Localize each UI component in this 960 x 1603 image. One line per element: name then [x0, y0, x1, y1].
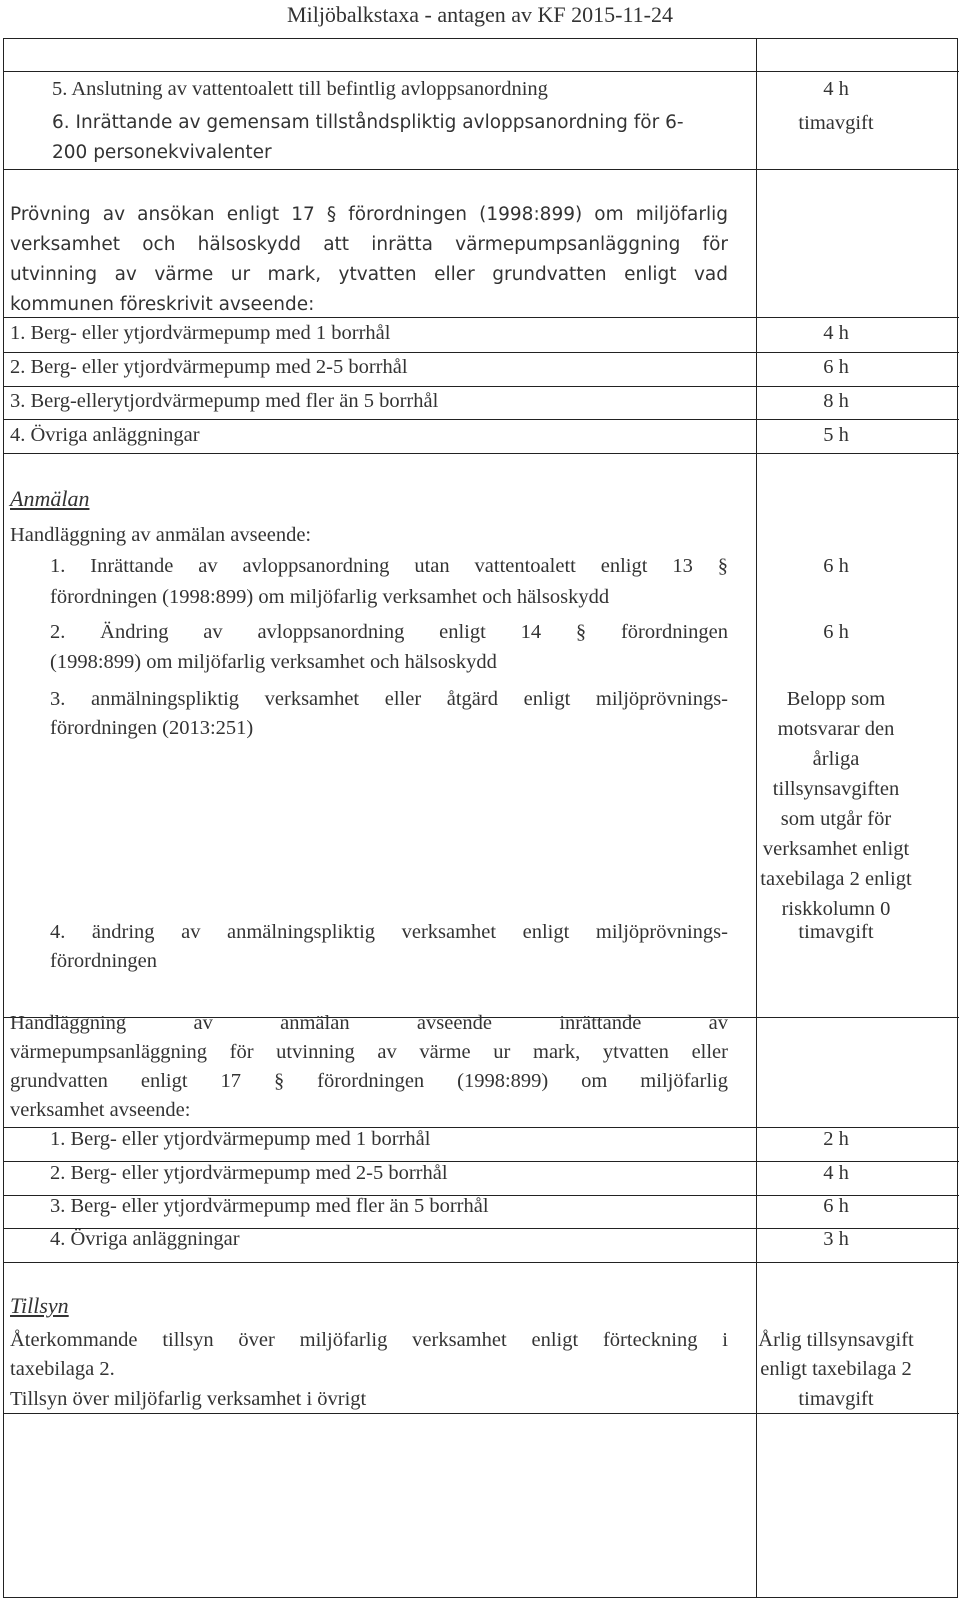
- provning-item-4-label: 4. Övriga anläggningar: [10, 424, 200, 446]
- provning-item-2-label: 2. Berg- eller ytjordvärmepump med 2-5 borrhål: [10, 356, 408, 378]
- row-6-fee: timavgift: [798, 112, 874, 134]
- fee-line: Belopp som: [786, 688, 886, 710]
- anmalan-heading: Anmälan: [10, 486, 90, 511]
- row-5-fee: 4 h: [823, 78, 849, 100]
- row-6-line1: 6. Inrättande av gemensam tillståndspliktig avloppsanordning för 6-: [52, 112, 684, 133]
- anmalan-vp-item-1-fee: 2 h: [823, 1128, 849, 1150]
- anmalan-vp-item-4-fee: 3 h: [823, 1228, 849, 1250]
- provning-intro-line1: Prövning av ansökan enligt 17 § förordningen (1998:899) om miljöfarlig: [10, 204, 728, 225]
- provning-intro-line4: kommunen föreskrivit avseende:: [10, 294, 315, 315]
- tillsyn-row-1-fee-line2: enligt taxebilaga 2: [760, 1358, 912, 1380]
- row-divider: [4, 71, 959, 72]
- anmalan-vp-intro-line4: verksamhet avseende:: [10, 1099, 191, 1121]
- anmalan-vp-item-3-fee: 6 h: [823, 1195, 849, 1217]
- anmalan-item-1-line2: förordningen (1998:899) om miljöfarlig verksamhet och hälsoskydd: [50, 586, 610, 608]
- anmalan-vp-item-4-label: 4. Övriga anläggningar: [50, 1228, 240, 1250]
- tillsyn-row-2-fee: timavgift: [798, 1388, 874, 1410]
- anmalan-vp-intro-line2: värmepumpsanläggning för utvinning av värme ur mark, ytvatten eller: [10, 1041, 728, 1063]
- anmalan-vp-intro-line1: Handläggning av anmälan avseende inrättande av: [10, 1012, 728, 1034]
- fee-line: riskkolumn 0: [781, 898, 891, 920]
- provning-intro-line3: utvinning av värme ur mark, ytvatten eller grundvatten enligt vad: [10, 264, 728, 285]
- anmalan-subheading: Handläggning av anmälan avseende:: [10, 524, 312, 546]
- anmalan-vp-item-2-fee: 4 h: [823, 1162, 849, 1184]
- row-6-line2: 200 personekvivalenter: [52, 142, 272, 163]
- anmalan-item-4-line1: 4. ändring av anmälningspliktig verksamhet enligt miljöprövnings-: [50, 921, 728, 943]
- anmalan-item-3-fee: [756, 684, 916, 924]
- page-header: Miljöbalkstaxa - antagen av KF 2015-11-24: [287, 2, 673, 27]
- anmalan-vp-item-2-label: 2. Berg- eller ytjordvärmepump med 2-5 borrhål: [50, 1162, 448, 1184]
- anmalan-item-2-line1: 2. Ändring av avloppsanordning enligt 14 § förordningen: [50, 621, 728, 643]
- row-divider: [4, 169, 959, 170]
- row-5-text: 5. Anslutning av vattentoalett till befintlig avloppsanordning: [52, 78, 548, 100]
- tillsyn-heading: Tillsyn: [10, 1293, 69, 1318]
- tillsyn-row-1-line1: Återkommande tillsyn över miljöfarlig verksamhet enligt förteckning i: [10, 1329, 728, 1351]
- fee-line: som utgår för: [780, 808, 892, 830]
- provning-item-3-label: 3. Berg-ellerytjordvärmepump med fler än 5 borrhål: [10, 390, 439, 412]
- fee-line: tillsynsavgiften: [772, 778, 900, 800]
- anmalan-item-4-line2: förordningen: [50, 950, 158, 972]
- provning-item-2-fee: 6 h: [823, 356, 849, 378]
- provning-item-1-label: 1. Berg- eller ytjordvärmepump med 1 borrhål: [10, 322, 391, 344]
- anmalan-vp-item-3-label: 3. Berg- eller ytjordvärmepump med fler än 5 borrhål: [50, 1195, 489, 1217]
- anmalan-item-2-line2: (1998:899) om miljöfarlig verksamhet och hälsoskydd: [50, 651, 497, 673]
- anmalan-item-4-fee: timavgift: [798, 921, 874, 943]
- provning-item-3-fee: 8 h: [823, 390, 849, 412]
- provning-intro-line2: verksamhet och hälsoskydd att inrätta värmepumpsanläggning för: [10, 234, 728, 255]
- anmalan-item-1-line1: 1. Inrättande av avloppsanordning utan vattentoalett enligt 13 §: [50, 555, 728, 577]
- tillsyn-row-1-line2: taxebilaga 2.: [10, 1358, 115, 1380]
- anmalan-vp-intro-line3: grundvatten enligt 17 § förordningen (1998:899) om miljöfarlig: [10, 1070, 728, 1092]
- tillsyn-row-2-text: Tillsyn över miljöfarlig verksamhet i övrigt: [10, 1388, 367, 1410]
- fee-line: verksamhet enligt: [762, 838, 910, 860]
- fee-line: taxebilaga 2 enligt: [760, 868, 912, 890]
- provning-item-1-fee: 4 h: [823, 322, 849, 344]
- tillsyn-row-1-fee-line1: Årlig tillsynsavgift: [758, 1329, 914, 1351]
- anmalan-item-3-line2: förordningen (2013:251): [50, 717, 254, 739]
- anmalan-item-1-fee: 6 h: [823, 555, 849, 577]
- fee-line: motsvarar den: [777, 718, 895, 740]
- anmalan-vp-item-1-label: 1. Berg- eller ytjordvärmepump med 1 borrhål: [50, 1128, 431, 1150]
- row-divider: [4, 453, 959, 454]
- provning-item-4-fee: 5 h: [823, 424, 849, 446]
- row-divider: [4, 1262, 959, 1263]
- fee-line: årliga: [812, 748, 860, 770]
- anmalan-item-2-fee: 6 h: [823, 621, 849, 643]
- anmalan-item-3-line1: 3. anmälningspliktig verksamhet eller åtgärd enligt miljöprövnings-: [50, 688, 728, 710]
